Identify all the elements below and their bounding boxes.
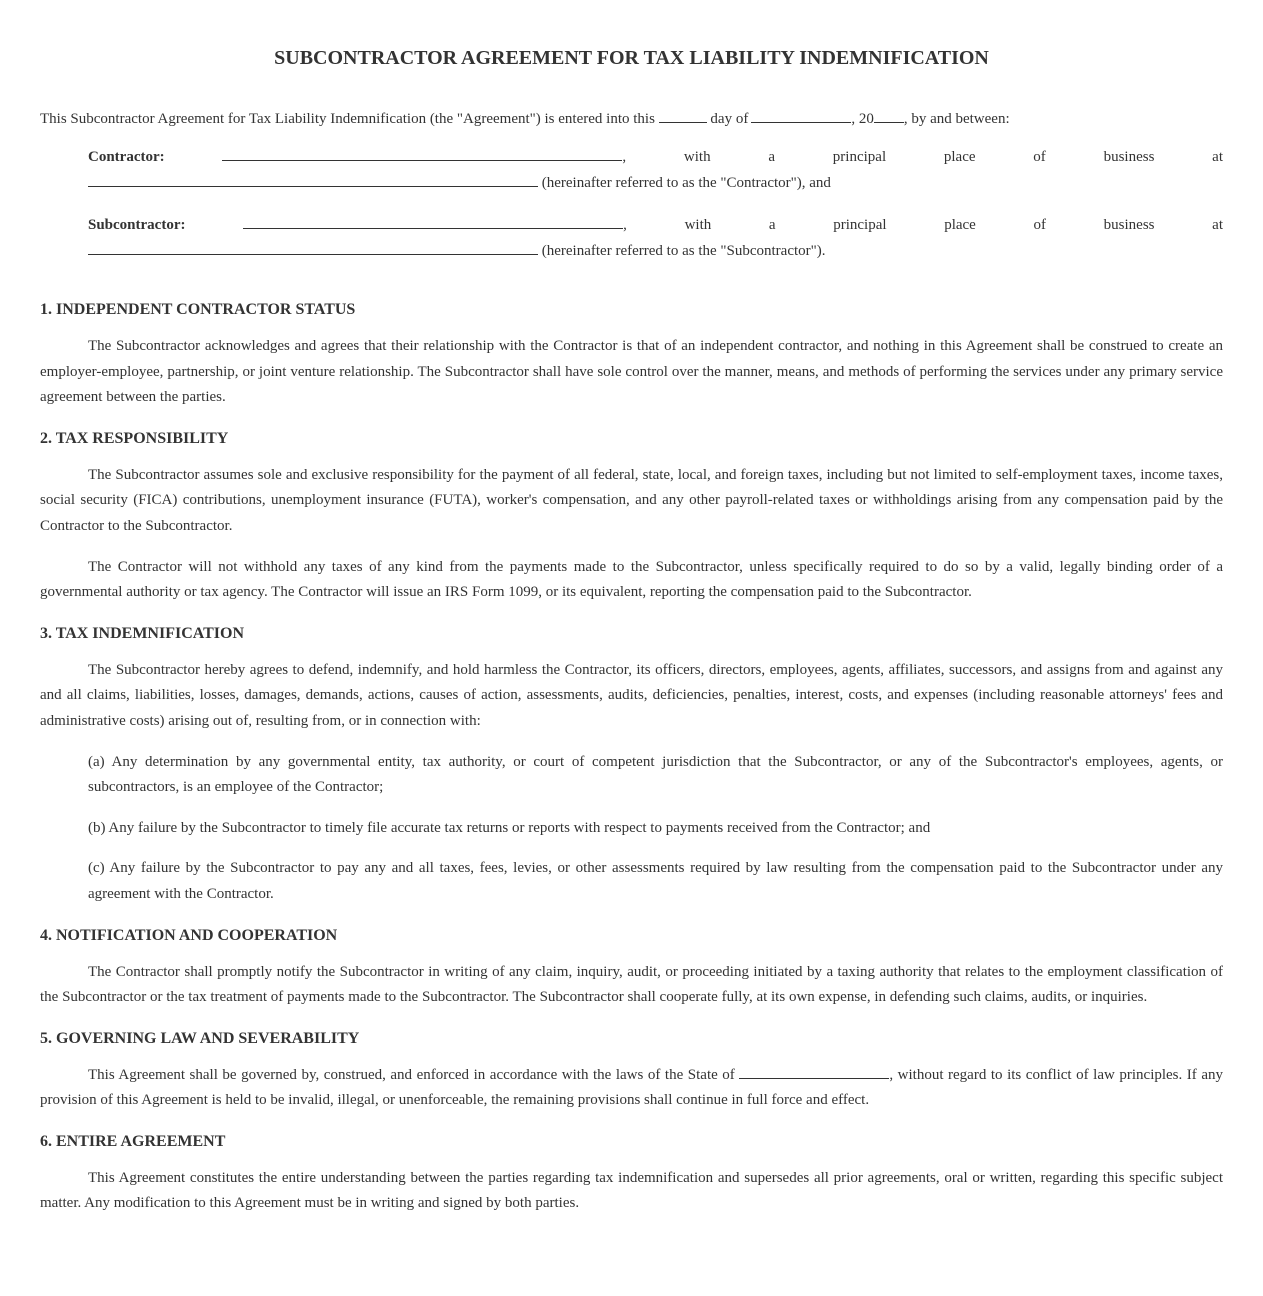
section-paragraph: The Subcontractor hereby agrees to defend, indemnify, and hold harmless the Contractor, its officers, directors, employees, agents, affiliates, successors, and assigns from and against any and all claims, liabilities, losses, damages, demands, actions, causes of action, assessments, audits, deficiencies, penalties, interest, costs, and expenses (including reasonable attorneys' fees and administrative costs) arising out of, resulting from, or in connection with: <box>40 661 1223 729</box>
subcontractor-block <box>88 212 1223 264</box>
comma: , <box>622 149 627 165</box>
law-text-before: This Agreement shall be governed by, construed, and enforced in accordance with the laws of the State of <box>88 1066 735 1083</box>
word: with <box>683 149 711 165</box>
intro-text-2: day of <box>710 111 749 127</box>
word: with <box>684 217 712 233</box>
word: at <box>1212 217 1223 233</box>
subcontractor-name-blank[interactable] <box>243 214 623 229</box>
word: a <box>768 217 776 233</box>
word: business <box>1103 217 1155 233</box>
section-heading: 6. ENTIRE AGREEMENT <box>40 1132 226 1150</box>
intro-text-4: , by and between: <box>903 111 1010 127</box>
intro-paragraph <box>40 108 1223 128</box>
list-item: (a) Any determination by any governmental entity, tax authority, or court of competent jurisdiction that the Subcontractor, or any of the Subcontractor's employees, agents, or subcontractors, is an employee of the Contractor; <box>88 753 1223 796</box>
day-blank[interactable] <box>659 108 707 123</box>
month-blank[interactable] <box>751 108 851 123</box>
year-blank[interactable] <box>874 108 904 123</box>
subcontractor-suffix: (hereinafter referred to as the "Subcontractor"). <box>541 243 826 259</box>
section-heading: 4. NOTIFICATION AND COOPERATION <box>40 926 338 944</box>
word: place <box>944 217 976 233</box>
contractor-label: Contractor: <box>88 149 165 165</box>
section-paragraph: The Contractor shall promptly notify the Subcontractor in writing of any claim, inquiry, audit, or proceeding initiated by a taxing authority that relates to the employment classification of the Subcontractor or the tax treatment of payments made to the Subcontractor. The Subcontractor shall cooperate fully, at its own expense, in defending such claims, audits, or inquiries. <box>40 963 1223 1006</box>
section-paragraph: The Subcontractor assumes sole and exclusive responsibility for the payment of all federal, state, local, and foreign taxes, including but not limited to self-employment taxes, income taxes, social security (FICA) contributions, unemployment insurance (FUTA), worker's compensation, and any other payroll-related taxes or withholdings arising from any compensation paid by the Contractor to the Subcontractor. <box>40 466 1223 534</box>
section-paragraph: The Subcontractor acknowledges and agrees that their relationship with the Contractor is that of an independent contractor, and nothing in this Agreement shall be construed to create an employer-employee, partnership, or joint venture relationship. The Subcontractor shall have sole control over the manner, means, and methods of performing the services under any primary service agreement between the parties. <box>40 338 1223 406</box>
subcontractor-label: Subcontractor: <box>88 217 186 233</box>
section-paragraph: This Agreement constitutes the entire understanding between the parties regarding tax indemnification and supersedes all prior agreements, oral or written, regarding this specific subject matter. Any modification to this Agreement must be in writing and signed by both parties. <box>40 1169 1223 1212</box>
contractor-block <box>88 144 1223 196</box>
comma: , <box>623 217 627 233</box>
subcontractor-address-blank[interactable] <box>88 240 538 255</box>
law-text-after: , without regard to its conflict of law principles. If any provision of this Agreement is held to be invalid, illegal, or unenforceable, the remaining provisions shall continue in full force and effect. <box>40 1066 1223 1109</box>
list-item: (b) Any failure by the Subcontractor to timely file accurate tax returns or reports with respect to payments received from the Contractor; and <box>88 819 931 836</box>
word: a <box>768 149 776 165</box>
word: place <box>943 149 976 165</box>
word: of <box>1033 149 1046 165</box>
contractor-suffix: (hereinafter referred to as the "Contractor"), and <box>541 175 831 191</box>
word: principal <box>832 149 887 165</box>
governing-law-paragraph <box>40 1063 1223 1114</box>
word: of <box>1033 217 1046 233</box>
word: at <box>1212 149 1223 165</box>
word: business <box>1103 149 1155 165</box>
section-paragraph: The Contractor will not withhold any taxes of any kind from the payments made to the Subcontractor, unless specifically required to do so by a valid, legally binding order of a governmental authority or tax agency. The Contractor will issue an IRS Form 1099, or its equivalent, reporting the compensation paid to the Subcontractor. <box>40 558 1223 601</box>
section-heading: 2. TAX RESPONSIBILITY <box>40 429 229 447</box>
word: principal <box>833 217 887 233</box>
list-item: (c) Any failure by the Subcontractor to pay any and all taxes, fees, levies, or other assessments required by law resulting from the compensation paid to the Subcontractor under any agreement with the Contractor. <box>88 860 1223 902</box>
state-blank[interactable] <box>739 1064 889 1079</box>
section-heading: 3. TAX INDEMNIFICATION <box>40 624 245 642</box>
intro-text-3: , 20 <box>851 111 874 127</box>
section-heading: 5. GOVERNING LAW AND SEVERABILITY <box>40 1029 360 1047</box>
document-title: SUBCONTRACTOR AGREEMENT FOR TAX LIABILITY INDEMNIFICATION <box>274 47 989 69</box>
contractor-name-blank[interactable] <box>222 146 622 161</box>
intro-text-1: This Subcontractor Agreement for Tax Liability Indemnification (the "Agreement") is entered into this <box>40 111 655 127</box>
contractor-address-blank[interactable] <box>88 172 538 187</box>
section-heading: 1. INDEPENDENT CONTRACTOR STATUS <box>40 301 356 318</box>
